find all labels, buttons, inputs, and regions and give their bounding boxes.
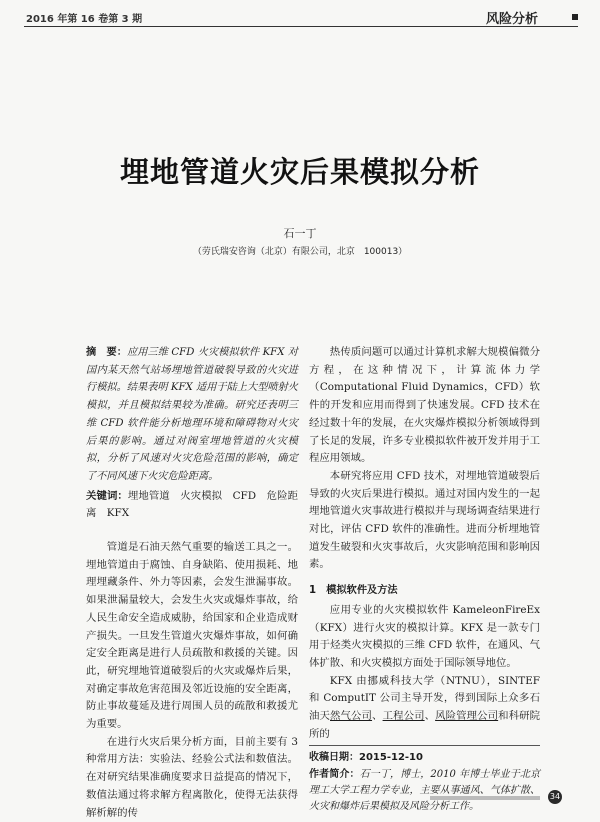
spacer <box>86 523 298 539</box>
page-number: 34 <box>548 790 562 804</box>
body-paragraph: 本研究将应用 CFD 技术，对埋地管道破裂后导致的火灾后果进行模拟。通过对国内发生的一起埋地管道火灾事故进行模拟并与现场调查结果进行对比，评估 CFD 软件的准确性。进而分析埋地管道发生破裂和火灾事故后，火灾影响范围和影响因素。 <box>309 469 540 571</box>
keywords <box>86 488 298 523</box>
bio-label: 作者简介： <box>309 769 360 781</box>
body-text: 、 <box>372 710 383 723</box>
right-column <box>309 344 540 815</box>
left-column <box>86 344 298 822</box>
body-paragraph: 在进行火灾后果分析方面，目前主要有 3 种常用方法：实验法、经验公式法和数值法。在对研究结果准确度要求日益提高的情况下，数值法通过将求解方程离散化，使得无法获得解析解的传 <box>86 735 298 819</box>
keywords-text: 埋地管道 火灾模拟 CFD 危险距离 KFX <box>86 489 298 520</box>
underlined-text: 工程公司 <box>382 710 425 723</box>
header-marker <box>572 14 578 20</box>
footer-bar <box>430 796 540 800</box>
footnote-divider <box>309 745 540 746</box>
underlined-text: 然气公司 <box>330 710 373 723</box>
body-text: 、 <box>424 710 436 723</box>
body-paragraph: 热传质问题可以通过计算机求解大规模偏微分方程，在这种情况下，计算流体力学（Computational Fluid Dynamics，CFD）软件的开发和应用而得到了快速发展。CFD 技术在经过数十年的发展，在火灾爆炸模拟分析领域得到了长足的发展，许多专业模拟软件被开发并用于工程应用领域。 <box>309 346 540 465</box>
author-affiliation: （劳氏瑞安咨询（北京）有限公司，北京 100013） <box>192 247 408 257</box>
article-title: 埋地管道火灾后果模拟分析 <box>119 155 480 189</box>
body-paragraph: 应用专业的火灾模拟软件 KameleonFireEx（KFX）进行火灾的模拟计算。KFX 是一款专门用于烃类火灾模拟的三维 CFD 软件，在通风、气体扩散、和火灾模拟方面处于国际领导地位。 <box>309 603 540 669</box>
section-heading: 1 模拟软件及方法 <box>309 585 398 597</box>
received-date: 收稿日期：2015-12-10 <box>309 752 423 764</box>
author-name: 石一丁 <box>283 227 317 240</box>
keywords-label: 关键词： <box>86 489 128 502</box>
header-rule <box>24 26 578 27</box>
bio-text: 石一丁，博士，2010 年博士毕业于北京理工大学工程力学专业，主要从事通风、气体扩散、火灾和爆炸后果模拟及风险分析工作。 <box>309 769 540 813</box>
body-text: KFX 由挪威科技大学（NTNU），SINTEF 和 ComputIT 公司主导开发，得到国际上众多石油天 <box>309 674 540 723</box>
section-name: 风险分析 <box>485 12 538 27</box>
abstract-text: 应用三维 CFD 火灾模拟软件 KFX 对国内某天然气站场埋地管道破裂导致的火灾进行模拟。结果表明 KFX 适用于陆上大型喷射火模拟，并且模拟结果较为准确。研究还表明三维 CFD 软件能分析地理环境和障碍物对火灾后果的影响。通过对阀室埋地管道的火灾模拟，分析了风速对火灾危险范围的影响，确定了不同风速下火灾危险距离。 <box>86 347 298 482</box>
abstract-label: 摘 要： <box>86 347 128 358</box>
body-paragraph: 管道是石油天然气重要的输送工具之一。埋地管道由于腐蚀、自身缺陷、使用损耗、地理埋藏条件、外力等因素，会发生泄漏事故。如果泄漏量较大，会发生火灾或爆炸事故，给人民生命安全造成威胁，给国家和企业造成财产损失。一旦发生管道火灾爆炸事故，如何确定安全距离是进行人员疏散和救援的关键。因此，研究埋地管道破裂后的火灾或爆炸后果，对确定事故危害范围及邻近设施的安全距离，防止事故蔓延及进行周围人员的疏散和救援尤为重要。 <box>86 541 298 731</box>
underlined-text: 风险管理公司 <box>435 710 499 723</box>
author-bio <box>309 767 540 815</box>
body-paragraph <box>309 673 540 744</box>
body-text: 和科研院所的 <box>309 710 541 740</box>
journal-issue: 2016 年第 16 卷第 3 期 <box>26 14 143 25</box>
abstract <box>86 344 298 486</box>
